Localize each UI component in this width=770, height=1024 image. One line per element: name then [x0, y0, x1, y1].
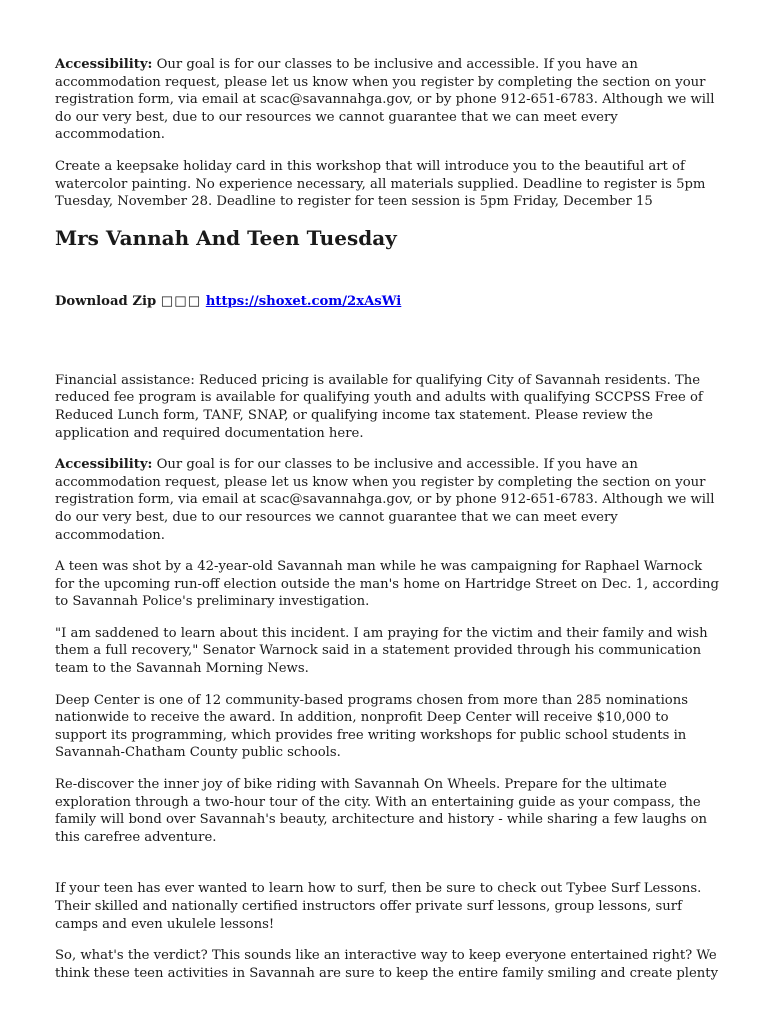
financial-assistance-paragraph: Financial assistance: Reduced pricing is available for qualifying City of Savannah residents. The reduced fee program is available for qualifying youth and adults with qualifying SCCPSS Free of Reduced Lunch form, TANF, SNAP, or qualifying income tax statement. Please review the application and required documentation here. — [55, 372, 703, 441]
document-page — [55, 56, 720, 996]
bike-tour-paragraph: Re-discover the inner joy of bike riding with Savannah On Wheels. Prepare for the ultimate exploration through a two-hour tour of the city. With an entertaining guide as your compass, the family will bond over Savannah's beauty, architecture and history - while sharing a few laughs on this carefree adventure. — [55, 777, 708, 845]
surf-lessons-paragraph: If your teen has ever wanted to learn how to surf, then be sure to check out Tybee Surf Lessons. Their skilled and nationally certified instructors offer private surf lessons, group lessons, surf camps and even ukulele lessons! — [55, 881, 702, 932]
spacer — [55, 311, 720, 372]
teen-shot-paragraph: A teen was shot by a 42-year-old Savannah man while he was campaigning for Raphael Warnock for the upcoming run-off election outside the man's home on Hartridge Street on Dec. 1, according to Savannah Police's preliminary investigation. — [55, 559, 719, 610]
accessibility-paragraph-2 — [55, 456, 720, 544]
download-link[interactable]: https://shoxet.com/2xAsWi — [205, 293, 402, 309]
page-heading: Mrs Vannah And Teen Tuesday — [55, 225, 397, 250]
spacer — [55, 860, 720, 880]
deep-center-paragraph: Deep Center is one of 12 community-based programs chosen from more than 285 nominations nationwide to receive the award. In addition, nonprofit Deep Center will receive $10,000 to support its programming, which provides free writing workshops for public school students in Savannah-Chatham County public schools. — [55, 692, 688, 761]
intro-paragraph: Create a keepsake holiday card in this workshop that will introduce you to the beautiful art of watercolor painting. No experience necessary, all materials supplied. Deadline to register is 5pm Tuesday, November 28. Deadline to register for teen session is 5pm Friday, December 15 — [55, 158, 706, 210]
download-label: Download Zip — [55, 293, 157, 309]
warnock-quote-paragraph: "I am saddened to learn about this incident. I am praying for the victim and their family and wish them a full recovery," Senator Warnock said in a statement provided through his communication team to the Savannah Morning News. — [55, 625, 708, 677]
missing-glyph-boxes: □□□ — [160, 293, 202, 309]
accessibility-paragraph-1 — [55, 56, 720, 144]
accessibility-text: Our goal is for our classes to be inclusive and accessible. If you have an accommodation request, please let us know when you register by completing the section on your registration form, via email at scac@savannahga.gov, or by phone 912-651-6783. Although we will do our very best, due to our resources we cannot guarantee that we can meet every accommodation. — [55, 57, 715, 143]
accessibility-text: Our goal is for our classes to be inclusive and accessible. If you have an accommodation request, please let us know when you register by completing the section on your registration form, via email at scac@savannahga.gov, or by phone 912-651-6783. Although we will do our very best, due to our resources we cannot guarantee that we can meet every accommodation. — [55, 457, 715, 543]
accessibility-label: Accessibility: — [55, 57, 153, 72]
accessibility-label: Accessibility: — [55, 457, 153, 473]
download-line — [55, 293, 720, 311]
verdict-paragraph: So, what's the verdict? This sounds like an interactive way to keep everyone entertained right? We think these teen activities in Savannah are sure to keep the entire family smiling and create plenty — [55, 948, 719, 981]
